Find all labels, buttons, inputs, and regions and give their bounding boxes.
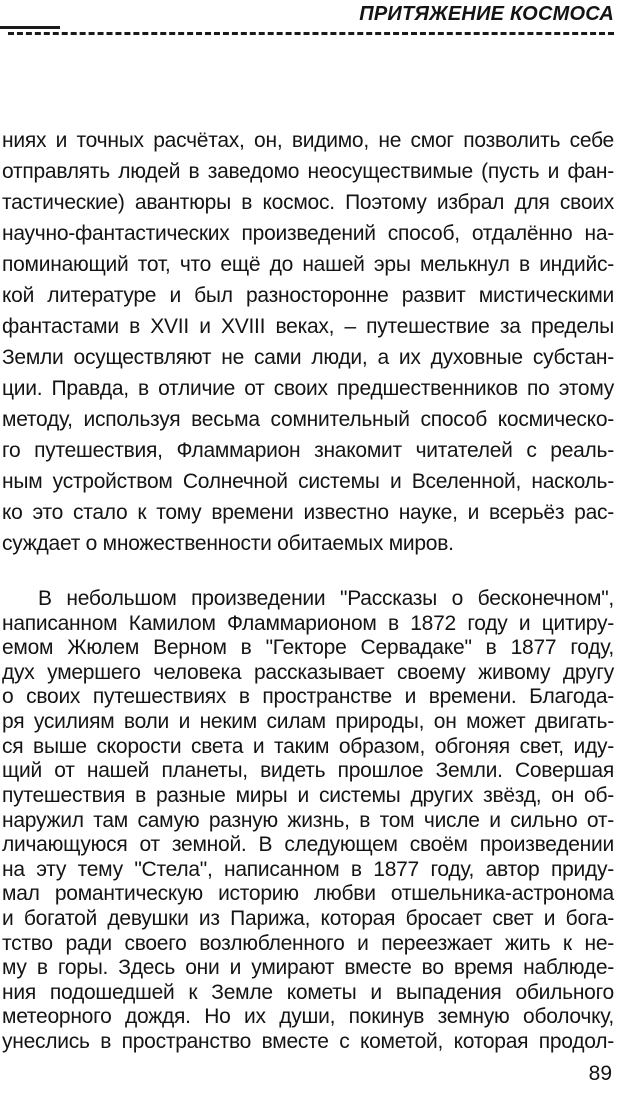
header-rule-solid-start [0,26,60,29]
text-line: научно-фантастических произведений способ, отдалённо на- [2,222,614,245]
page-number: 89 [588,1062,612,1085]
running-title: ПРИТЯЖЕНИЕ КОСМОСА [359,3,614,25]
text-line: путешествия в разные миры и системы других звёзд, он об- [2,783,614,807]
text-line: метеорного дождя. Но их души, покинув земную оболочку, [2,1005,614,1029]
text-line: щий от нашей планеты, видеть прошлое Земли. Совершая [2,759,614,783]
text-line: кой литературе и был разносторонне развит мистическими [2,284,614,307]
text-line: наружил там самую разную жизнь, в том числе и сильно от- [2,808,614,832]
text-line: ции. Правда, в отличие от своих предшественников по этому [2,377,614,400]
text-line: В небольшом произведении "Рассказы о бесконечном", [38,587,614,610]
text-line: тастические) авантюры в космос. Поэтому избрал для своих [2,191,614,214]
text-line: на эту тему "Стела", написанном в 1877 году, автор приду- [2,857,614,881]
header-rule-dashed [8,32,614,35]
text-line: фантастами в XVII и XVIII веках, – путешествие за пределы [2,315,614,338]
text-line: ным устройством Солнечной системы и Вселенной, насколь- [2,470,614,493]
text-line: ниях и точных расчётах, он, видимо, не смог позволить себе [2,129,614,152]
text-line: дух умершего человека рассказывает своему живому другу [2,660,614,684]
text-line: тство ради своего возлюбленного и переезжает жить к не- [2,931,614,955]
text-line: му в горы. Здесь они и умирают вместе во время наблюде- [2,956,614,980]
text-line: поминающий тот, что ещё до нашей эры мелькнул в индийс- [2,253,614,276]
text-line: отправлять людей в заведомо неосуществимые (пусть и фан- [2,160,614,183]
text-line: ния подошедшей к Земле кометы и выпадения обильного [2,980,614,1004]
text-line: ся выше скорости света и таким образом, обгоняя свет, иду- [2,734,614,758]
text-line: Земли осуществляют не сами люди, а их духовные субстан- [2,346,614,369]
text-line: унеслись в пространство вместе с кометой, которая продол- [2,1030,614,1053]
text-line: емом Жюлем Верном в "Гекторе Сервадаке" в 1877 году, [2,636,614,660]
text-line: о своих путешествиях в пространстве и времени. Благода- [2,685,614,709]
text-line: ря усилиям воли и неким силам природы, он может двигать- [2,710,614,734]
header-rule [0,26,614,36]
text-line: написанном Камилом Фламмарионом в 1872 году и цитиру- [2,611,614,635]
text-line: и богатой девушки из Парижа, которая бросает свет и бога- [2,906,614,930]
text-line: личающуюся от земной. В следующем своём произведении [2,833,614,857]
text-line: суждает о множественности обитаемых миров. [2,532,454,555]
text-line: го путешествия, Фламмарион знакомит читателей с реаль- [2,439,614,462]
text-line: мал романтическую историю любви отшельника-астронома [2,882,614,906]
text-line: ко это стало к тому времени известно науке, и всерьёз рас- [2,501,614,524]
text-line: методу, используя весьма сомнительный способ космическо- [2,408,614,431]
